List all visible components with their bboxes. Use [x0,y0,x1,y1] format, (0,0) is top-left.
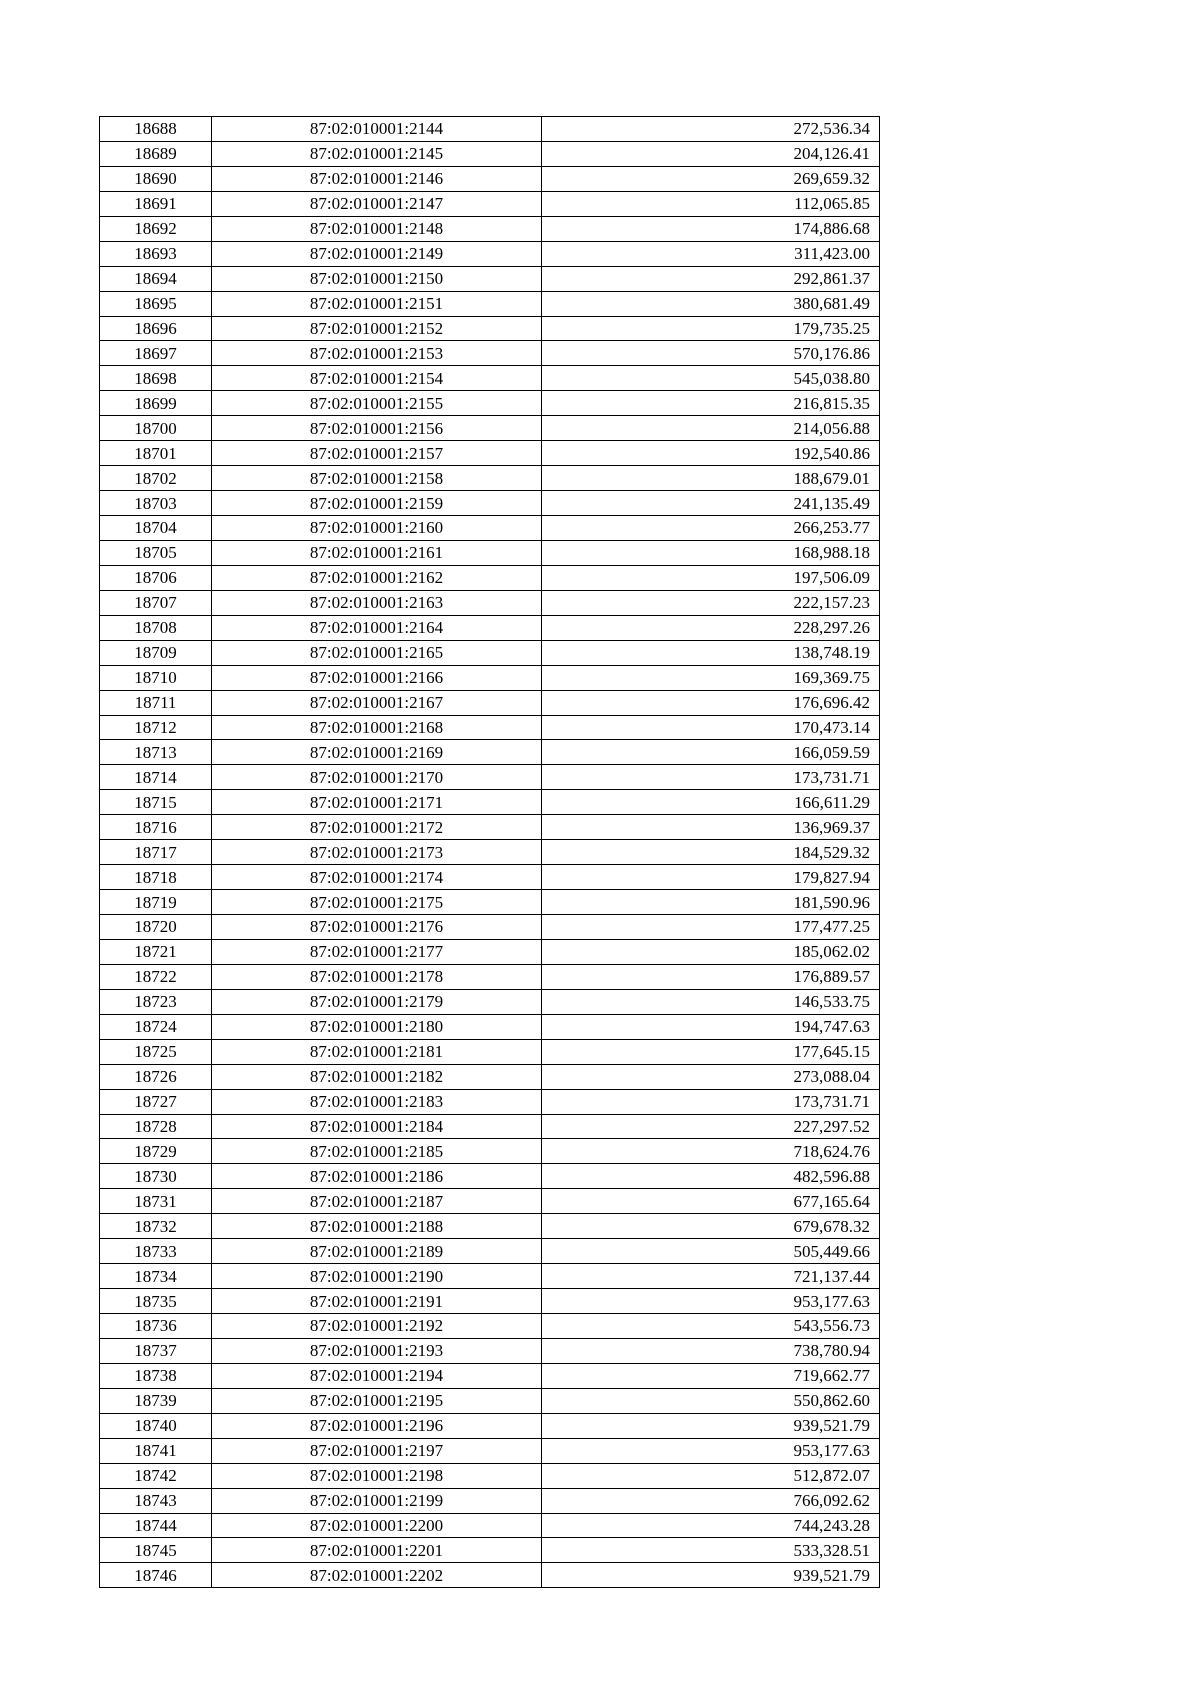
cadastral-number-cell: 87:02:010001:2166 [212,665,542,690]
table-row [100,865,880,890]
table-row [100,565,880,590]
cadastral-value-cell: 216,815.35 [542,391,880,416]
cadastral-number-cell: 87:02:010001:2179 [212,989,542,1014]
row-number-cell: 18708 [100,615,212,640]
row-number-cell: 18698 [100,366,212,391]
table-row [100,915,880,940]
cadastral-value-cell: 173,731.71 [542,765,880,790]
cadastral-number-cell: 87:02:010001:2202 [212,1563,542,1588]
cadastral-number-cell: 87:02:010001:2147 [212,191,542,216]
row-number-cell: 18726 [100,1064,212,1089]
cadastral-number-cell: 87:02:010001:2146 [212,166,542,191]
cadastral-value-cell: 168,988.18 [542,540,880,565]
row-number-cell: 18710 [100,665,212,690]
row-number-cell: 18692 [100,216,212,241]
row-number-cell: 18737 [100,1338,212,1363]
row-number-cell: 18713 [100,740,212,765]
cadastral-value-cell: 550,862.60 [542,1388,880,1413]
cadastral-number-cell: 87:02:010001:2192 [212,1314,542,1339]
table-row [100,241,880,266]
cadastral-value-cell: 533,328.51 [542,1538,880,1563]
cadastral-value-cell: 169,369.75 [542,665,880,690]
table-row [100,964,880,989]
row-number-cell: 18701 [100,441,212,466]
table-row [100,1214,880,1239]
row-number-cell: 18722 [100,964,212,989]
table-row [100,1239,880,1264]
row-number-cell: 18711 [100,690,212,715]
cadastral-value-cell: 241,135.49 [542,491,880,516]
cadastral-number-cell: 87:02:010001:2174 [212,865,542,890]
cadastral-value-cell: 953,177.63 [542,1438,880,1463]
cadastral-value-cell: 545,038.80 [542,366,880,391]
table-row [100,166,880,191]
cadastral-number-cell: 87:02:010001:2168 [212,715,542,740]
row-number-cell: 18717 [100,840,212,865]
cadastral-value-cell: 222,157.23 [542,590,880,615]
cadastral-number-cell: 87:02:010001:2201 [212,1538,542,1563]
cadastral-number-cell: 87:02:010001:2159 [212,491,542,516]
cadastral-number-cell: 87:02:010001:2153 [212,341,542,366]
cadastral-number-cell: 87:02:010001:2176 [212,915,542,940]
table-row [100,890,880,915]
cadastral-value-cell: 292,861.37 [542,266,880,291]
table-row [100,316,880,341]
cadastral-value-cell: 543,556.73 [542,1314,880,1339]
cadastral-value-cell: 512,872.07 [542,1463,880,1488]
cadastral-number-cell: 87:02:010001:2200 [212,1513,542,1538]
row-number-cell: 18716 [100,815,212,840]
row-number-cell: 18712 [100,715,212,740]
cadastral-number-cell: 87:02:010001:2191 [212,1289,542,1314]
row-number-cell: 18694 [100,266,212,291]
row-number-cell: 18729 [100,1139,212,1164]
cadastral-value-cell: 273,088.04 [542,1064,880,1089]
cadastral-value-cell: 176,889.57 [542,964,880,989]
table-row [100,416,880,441]
table-row [100,1388,880,1413]
cadastral-number-cell: 87:02:010001:2196 [212,1413,542,1438]
cadastral-value-cell: 204,126.41 [542,141,880,166]
row-number-cell: 18709 [100,640,212,665]
cadastral-value-cell: 721,137.44 [542,1264,880,1289]
table-row [100,1513,880,1538]
cadastral-value-cell: 719,662.77 [542,1363,880,1388]
row-number-cell: 18718 [100,865,212,890]
cadastral-value-cell: 570,176.86 [542,341,880,366]
cadastral-value-cell: 953,177.63 [542,1289,880,1314]
table-row [100,1139,880,1164]
cadastral-number-cell: 87:02:010001:2199 [212,1488,542,1513]
table-row [100,291,880,316]
table-row [100,1014,880,1039]
table-row [100,117,880,142]
cadastral-value-cell: 179,735.25 [542,316,880,341]
cadastral-value-cell: 185,062.02 [542,939,880,964]
cadastral-number-cell: 87:02:010001:2164 [212,615,542,640]
cadastral-value-cell: 228,297.26 [542,615,880,640]
cadastral-number-cell: 87:02:010001:2169 [212,740,542,765]
cadastral-value-table [99,116,880,1588]
row-number-cell: 18715 [100,790,212,815]
cadastral-number-cell: 87:02:010001:2181 [212,1039,542,1064]
cadastral-number-cell: 87:02:010001:2186 [212,1164,542,1189]
cadastral-value-cell: 166,611.29 [542,790,880,815]
table-row [100,466,880,491]
row-number-cell: 18693 [100,241,212,266]
cadastral-value-cell: 505,449.66 [542,1239,880,1264]
cadastral-number-cell: 87:02:010001:2182 [212,1064,542,1089]
cadastral-number-cell: 87:02:010001:2170 [212,765,542,790]
row-number-cell: 18706 [100,565,212,590]
cadastral-value-cell: 173,731.71 [542,1089,880,1114]
table-row [100,715,880,740]
table-row [100,1413,880,1438]
cadastral-value-cell: 179,827.94 [542,865,880,890]
table-row [100,516,880,541]
row-number-cell: 18745 [100,1538,212,1563]
table-row [100,1114,880,1139]
table-row [100,815,880,840]
table-row [100,540,880,565]
row-number-cell: 18703 [100,491,212,516]
row-number-cell: 18734 [100,1264,212,1289]
cadastral-number-cell: 87:02:010001:2193 [212,1338,542,1363]
cadastral-value-cell: 192,540.86 [542,441,880,466]
row-number-cell: 18728 [100,1114,212,1139]
row-number-cell: 18732 [100,1214,212,1239]
cadastral-value-cell: 174,886.68 [542,216,880,241]
table-row [100,939,880,964]
row-number-cell: 18719 [100,890,212,915]
cadastral-number-cell: 87:02:010001:2150 [212,266,542,291]
cadastral-value-cell: 214,056.88 [542,416,880,441]
cadastral-value-cell: 227,297.52 [542,1114,880,1139]
table-row [100,765,880,790]
cadastral-number-cell: 87:02:010001:2197 [212,1438,542,1463]
cadastral-number-cell: 87:02:010001:2149 [212,241,542,266]
table-row [100,1538,880,1563]
table-row [100,341,880,366]
cadastral-value-cell: 766,092.62 [542,1488,880,1513]
cadastral-number-cell: 87:02:010001:2148 [212,216,542,241]
table-row [100,740,880,765]
row-number-cell: 18739 [100,1388,212,1413]
row-number-cell: 18697 [100,341,212,366]
row-number-cell: 18699 [100,391,212,416]
table-row [100,1338,880,1363]
table-row [100,1363,880,1388]
cadastral-number-cell: 87:02:010001:2184 [212,1114,542,1139]
cadastral-value-cell: 112,065.85 [542,191,880,216]
cadastral-number-cell: 87:02:010001:2189 [212,1239,542,1264]
table-row [100,1264,880,1289]
cadastral-number-cell: 87:02:010001:2144 [212,117,542,142]
cadastral-number-cell: 87:02:010001:2173 [212,840,542,865]
table-row [100,840,880,865]
row-number-cell: 18702 [100,466,212,491]
row-number-cell: 18724 [100,1014,212,1039]
cadastral-value-cell: 166,059.59 [542,740,880,765]
cadastral-value-cell: 939,521.79 [542,1563,880,1588]
row-number-cell: 18733 [100,1239,212,1264]
cadastral-number-cell: 87:02:010001:2175 [212,890,542,915]
cadastral-number-cell: 87:02:010001:2188 [212,1214,542,1239]
row-number-cell: 18704 [100,516,212,541]
table-row [100,1039,880,1064]
row-number-cell: 18740 [100,1413,212,1438]
table-row [100,491,880,516]
table-row [100,441,880,466]
cadastral-number-cell: 87:02:010001:2151 [212,291,542,316]
cadastral-number-cell: 87:02:010001:2183 [212,1089,542,1114]
table-row [100,366,880,391]
cadastral-number-cell: 87:02:010001:2152 [212,316,542,341]
cadastral-value-cell: 744,243.28 [542,1513,880,1538]
row-number-cell: 18738 [100,1363,212,1388]
table-row [100,640,880,665]
cadastral-number-cell: 87:02:010001:2155 [212,391,542,416]
row-number-cell: 18695 [100,291,212,316]
row-number-cell: 18741 [100,1438,212,1463]
cadastral-value-cell: 272,536.34 [542,117,880,142]
cadastral-number-cell: 87:02:010001:2156 [212,416,542,441]
cadastral-value-cell: 266,253.77 [542,516,880,541]
table-row [100,1089,880,1114]
row-number-cell: 18723 [100,989,212,1014]
cadastral-number-cell: 87:02:010001:2177 [212,939,542,964]
row-number-cell: 18705 [100,540,212,565]
cadastral-number-cell: 87:02:010001:2154 [212,366,542,391]
cadastral-number-cell: 87:02:010001:2185 [212,1139,542,1164]
cadastral-number-cell: 87:02:010001:2145 [212,141,542,166]
cadastral-value-cell: 482,596.88 [542,1164,880,1189]
cadastral-value-cell: 738,780.94 [542,1338,880,1363]
cadastral-number-cell: 87:02:010001:2194 [212,1363,542,1388]
cadastral-value-cell: 679,678.32 [542,1214,880,1239]
table-row [100,690,880,715]
cadastral-value-cell: 138,748.19 [542,640,880,665]
row-number-cell: 18720 [100,915,212,940]
table-row [100,1563,880,1588]
table-row [100,391,880,416]
cadastral-number-cell: 87:02:010001:2171 [212,790,542,815]
cadastral-value-cell: 939,521.79 [542,1413,880,1438]
table-row [100,665,880,690]
table-row [100,1463,880,1488]
cadastral-value-cell: 176,696.42 [542,690,880,715]
table-row [100,1164,880,1189]
cadastral-number-cell: 87:02:010001:2162 [212,565,542,590]
cadastral-number-cell: 87:02:010001:2157 [212,441,542,466]
row-number-cell: 18746 [100,1563,212,1588]
row-number-cell: 18714 [100,765,212,790]
cadastral-number-cell: 87:02:010001:2163 [212,590,542,615]
cadastral-value-cell: 718,624.76 [542,1139,880,1164]
cadastral-value-cell: 311,423.00 [542,241,880,266]
row-number-cell: 18735 [100,1289,212,1314]
row-number-cell: 18689 [100,141,212,166]
cadastral-number-cell: 87:02:010001:2180 [212,1014,542,1039]
row-number-cell: 18691 [100,191,212,216]
row-number-cell: 18736 [100,1314,212,1339]
row-number-cell: 18743 [100,1488,212,1513]
row-number-cell: 18707 [100,590,212,615]
cadastral-value-cell: 380,681.49 [542,291,880,316]
cadastral-number-cell: 87:02:010001:2167 [212,690,542,715]
table-row [100,266,880,291]
cadastral-number-cell: 87:02:010001:2158 [212,466,542,491]
cadastral-value-cell: 181,590.96 [542,890,880,915]
cadastral-value-cell: 177,645.15 [542,1039,880,1064]
table-row [100,191,880,216]
row-number-cell: 18690 [100,166,212,191]
row-number-cell: 18742 [100,1463,212,1488]
cadastral-value-cell: 194,747.63 [542,1014,880,1039]
row-number-cell: 18730 [100,1164,212,1189]
cadastral-value-cell: 197,506.09 [542,565,880,590]
cadastral-number-cell: 87:02:010001:2165 [212,640,542,665]
table-row [100,1289,880,1314]
row-number-cell: 18744 [100,1513,212,1538]
row-number-cell: 18721 [100,939,212,964]
table-row [100,790,880,815]
cadastral-value-cell: 188,679.01 [542,466,880,491]
cadastral-number-cell: 87:02:010001:2198 [212,1463,542,1488]
table-body [100,117,880,1588]
table-row [100,615,880,640]
cadastral-number-cell: 87:02:010001:2172 [212,815,542,840]
table-row [100,141,880,166]
table-row [100,1488,880,1513]
row-number-cell: 18725 [100,1039,212,1064]
cadastral-number-cell: 87:02:010001:2161 [212,540,542,565]
cadastral-value-cell: 677,165.64 [542,1189,880,1214]
cadastral-value-cell: 136,969.37 [542,815,880,840]
table-row [100,590,880,615]
table-row [100,216,880,241]
table-row [100,1189,880,1214]
cadastral-value-cell: 177,477.25 [542,915,880,940]
row-number-cell: 18688 [100,117,212,142]
cadastral-number-cell: 87:02:010001:2190 [212,1264,542,1289]
table-row [100,1064,880,1089]
table-row [100,1314,880,1339]
table-row [100,989,880,1014]
table-row [100,1438,880,1463]
cadastral-number-cell: 87:02:010001:2195 [212,1388,542,1413]
cadastral-number-cell: 87:02:010001:2178 [212,964,542,989]
cadastral-number-cell: 87:02:010001:2160 [212,516,542,541]
cadastral-value-cell: 269,659.32 [542,166,880,191]
row-number-cell: 18700 [100,416,212,441]
cadastral-value-cell: 184,529.32 [542,840,880,865]
row-number-cell: 18731 [100,1189,212,1214]
cadastral-value-cell: 170,473.14 [542,715,880,740]
cadastral-value-cell: 146,533.75 [542,989,880,1014]
row-number-cell: 18696 [100,316,212,341]
cadastral-number-cell: 87:02:010001:2187 [212,1189,542,1214]
row-number-cell: 18727 [100,1089,212,1114]
